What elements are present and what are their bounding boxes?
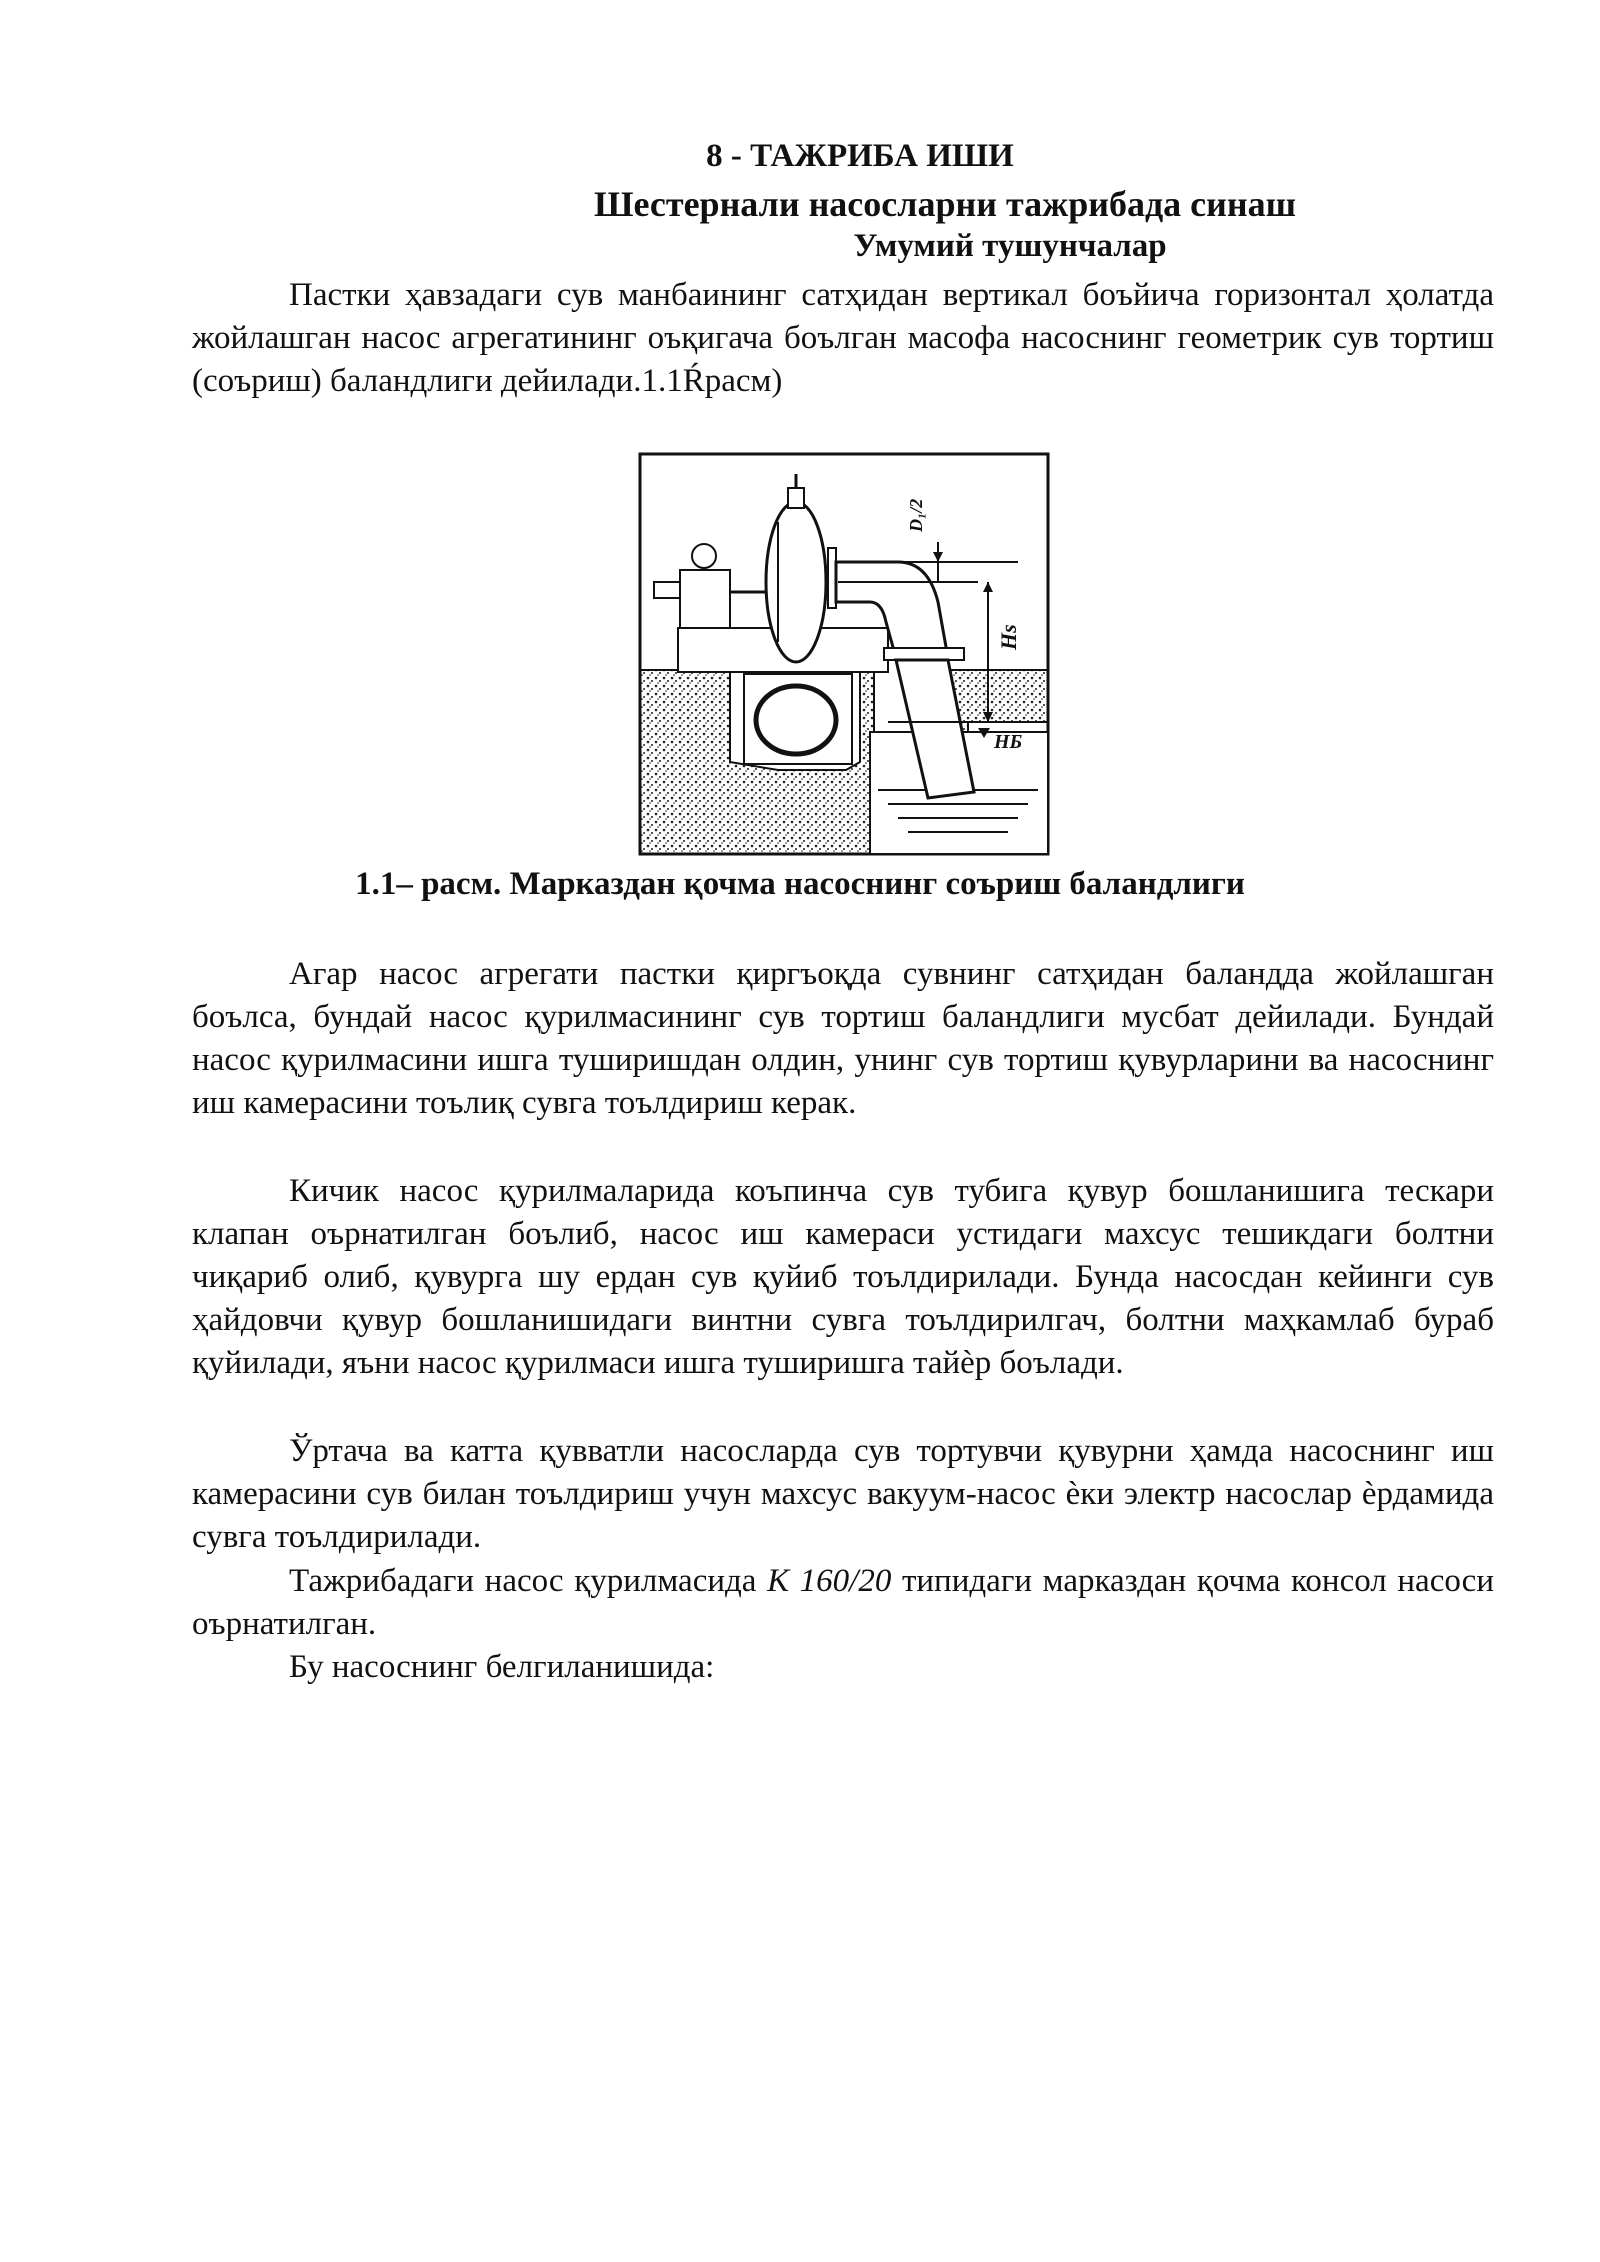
paragraph-2: Агар насос агрегати пастки қиргъоқда сувнинг сатҳидан баландда жойлашган боълса, бундай насос қурилмасининг сув тортиш баландлиги мусбат дейилади. Бундай насос қурилмасини ишга туширишдан олдин, унинг сув тортиш қувурларини ва насоснинг иш камерасини тоълиқ сувга тоълдириш керак.: [192, 956, 1494, 1121]
suction-pipe-ring: [756, 686, 836, 754]
figure-caption: 1.1– расм. Марказдан қочма насоснинг соъриш баландлиги: [355, 866, 1245, 902]
label-d1-half: D₁/2: [906, 498, 926, 532]
label-hs: Hs: [996, 624, 1021, 650]
section-title: Умумий тушунчалар: [853, 228, 1167, 264]
label-nb: НБ: [994, 731, 1023, 753]
paragraph-4: Ўртача ва катта қувватли насосларда сув тортувчи қувурни ҳамда насоснинг иш камерасини сув билан тоълдириш учун махсус вакуум-насос ѐки электр насослар ѐрдамида сувга тоълдирилади.: [192, 1433, 1494, 1555]
pump-casing: [766, 502, 826, 662]
paragraph-5-start: Тажрибадаги насос қурилмасида: [289, 1563, 768, 1599]
paragraph-6: Бу насоснинг белгиланишида:: [289, 1649, 715, 1685]
main-title: Шестернали насосларни тажрибада синаш: [593, 184, 1297, 224]
paragraph-5: [192, 1560, 1494, 1646]
pump-model: К 160/20: [767, 1563, 892, 1599]
paragraph-5-end: типидаги марказдан қочма консол насоси оърнатилган.: [192, 1563, 1494, 1642]
bearing-housing: [680, 570, 730, 628]
pump-suction-height-figure: [638, 452, 1050, 856]
lab-title: 8 - ТАЖРИБА ИШИ: [706, 138, 1014, 174]
paragraph-1: Пастки ҳавзадаги сув манбаининг сатҳидан вертикал боъйича горизонтал ҳолатда жойлашган насос агрегатининг оъқигача боълган масофа насоснинг геометрик сув тортиш (соъриш) баландлиги дейилади.1.1Ŕрасм): [192, 277, 1494, 399]
paragraph-3: Кичик насос қурилмаларида коъпинча сув тубига қувур бошланишига тескари клапан оърнатилган боълиб, насос иш камераси устидаги махсус тешикдаги болтни чиқариб олиб, қувурга шу ердан сув қуйиб тоълдирилади. Бунда насосдан кейинги сув ҳайдовчи қувур бошланишидаги винтни сувга тоълдирилгач, болтни маҳкамлаб бураб қуйилади, яъни насос қурилмаси ишга туширишга тайѐр боълади.: [192, 1173, 1494, 1381]
